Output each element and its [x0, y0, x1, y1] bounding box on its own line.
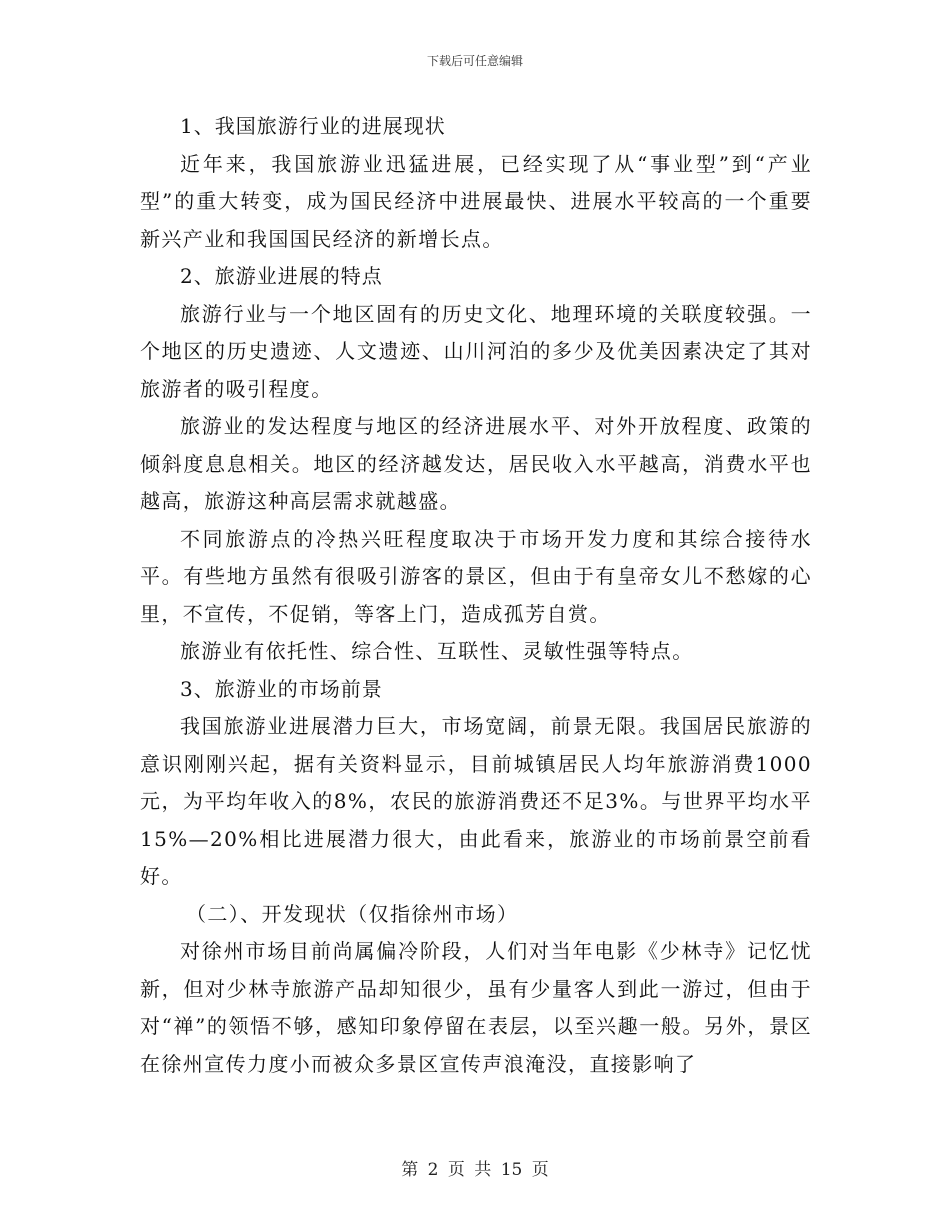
paragraph-economic-development: 旅游业的发达程度与地区的经济进展水平、对外开放程度、政策的倾斜度息息相关。地区的经济越发达，居民收入水平越高，消费水平也越高，旅游这种高层需求就越盛。: [140, 414, 812, 513]
header-note: 下载后可任意编辑: [426, 54, 523, 68]
subheading-development-status: 1、我国旅游行业的进展现状: [180, 114, 446, 138]
section-heading-xuzhou: （二）、开发现状（仅指徐州市场）: [186, 901, 519, 926]
paragraph-potential: 我国旅游业进展潜力巨大，市场宽阔，前景无限。我国居民旅游的意识刚刚兴起，据有关资料显示，目前城镇居民人均年旅游消费1000元，为平均年收入的8%，农民的旅游消费还不足3%。与世界平均水平15%—20%相比进展潜力很大，由此看来，旅游业的市场前景空前看好。: [140, 714, 812, 888]
paragraph-history-geography: 旅游行业与一个地区固有的历史文化、地理环境的关联度较强。一个地区的历史遗迹、人文遗迹、山川河泊的多少及优美因素决定了其对旅游者的吸引程度。: [140, 301, 812, 401]
subheading-market-prospect: 3、旅游业的市场前景: [180, 676, 383, 701]
paragraph-features: 旅游业有依托性、综合性、互联性、灵敏性强等特点。: [180, 639, 694, 663]
paragraph-xuzhou-market: 对徐州市场目前尚属偏冷阶段，人们对当年电影《少林寺》记忆忧新，但对少林寺旅游产品却知很少，虽有少量客人到此一游过，但由于对“禅”的领悟不够，感知印象停留在表层，以至兴趣一般。另外，景区在徐州宣传力度小而被众多景区宣传声浪淹没，直接影响了: [140, 939, 812, 1076]
paragraph-market-development: 不同旅游点的冷热兴旺程度取决于市场开发力度和其综合接待水平。有些地方虽然有很吸引游客的景区，但由于有皇帝女儿不愁嫁的心里，不宣传，不促销，等客上门，造成孤芳自赏。: [140, 526, 812, 626]
page-number: 第 2 页 共 15 页: [401, 1160, 549, 1180]
document-body: [140, 108, 812, 1083]
paragraph-recent-years: 近年来，我国旅游业迅猛进展，已经实现了从“事业型”到“产业型”的重大转变，成为国民经济中进展最快、进展水平较高的一个重要新兴产业和我国国民经济的新增长点。: [140, 151, 812, 251]
subheading-characteristics: 2、旅游业进展的特点: [180, 264, 383, 288]
